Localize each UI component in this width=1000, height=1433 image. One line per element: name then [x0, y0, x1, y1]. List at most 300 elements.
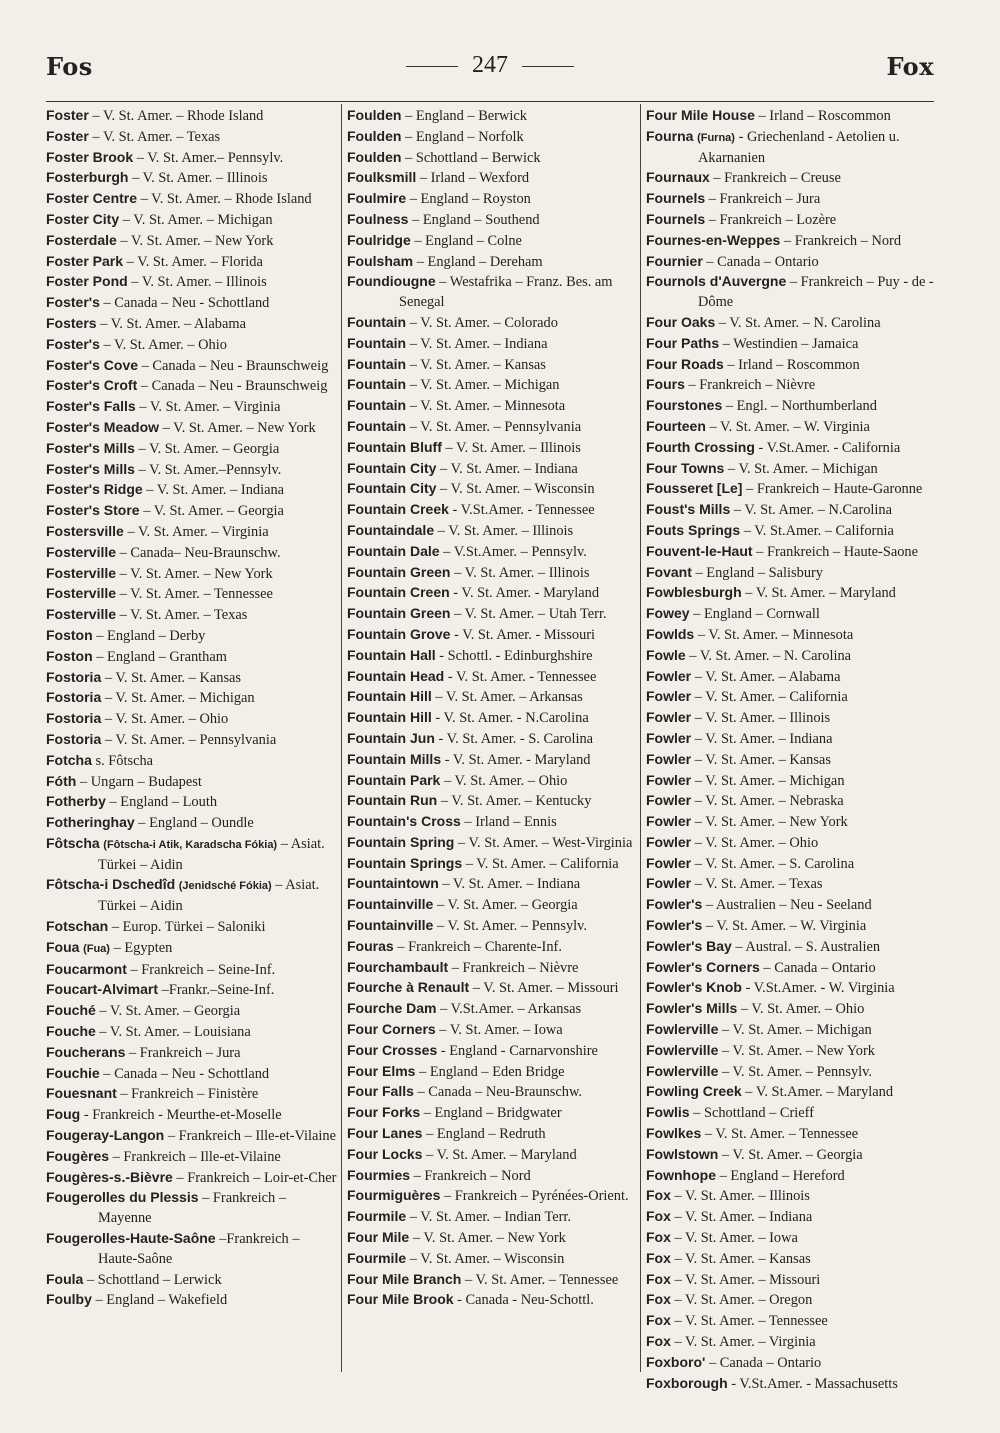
- place-name: Fountain Run: [347, 792, 438, 809]
- location-description: – England – Louth: [109, 794, 218, 811]
- gazetteer-entry: [347, 396, 635, 417]
- gazetteer-entry: [646, 812, 936, 833]
- location-description: - V.St.Amer. - Massachusetts: [731, 1375, 898, 1392]
- location-description: – England – Oundle: [138, 815, 254, 832]
- place-name: Fountain Green: [347, 563, 451, 580]
- place-name: Fowling Creek: [646, 1083, 742, 1100]
- location-description: – Frankreich – Mayenne: [98, 1190, 287, 1227]
- gazetteer-entry: [347, 375, 635, 396]
- gazetteer-entry: [347, 854, 635, 875]
- location-description: – V. St. Amer. – West-Virginia: [457, 834, 633, 851]
- location-description: – V. St. Amer. – Illinois: [674, 1188, 810, 1205]
- place-name: Fountain: [347, 397, 407, 414]
- place-name: Foulden: [347, 107, 402, 123]
- location-description: – Frankreich – Lozère: [708, 211, 837, 228]
- gazetteer-entry: [646, 1124, 936, 1145]
- place-name: Fournes-en-Weppes: [646, 231, 781, 248]
- gazetteer-entry: [46, 917, 336, 938]
- location-description: – Canada – Ontario: [708, 1354, 822, 1371]
- place-name: Fountain Jun: [347, 729, 435, 746]
- location-description: – V. St. Amer. – Indiana: [442, 876, 581, 893]
- gazetteer-entry: [347, 500, 635, 521]
- place-name: Four Crosses: [347, 1041, 438, 1058]
- gazetteer-entry: [646, 1353, 936, 1374]
- gazetteer-entry: [46, 1084, 336, 1105]
- place-name: Fournels: [646, 210, 706, 227]
- place-name: Fowler: [646, 813, 692, 830]
- gazetteer-entry: [347, 168, 635, 189]
- gazetteer-entry: [646, 646, 936, 667]
- location-description: – V. St. Amer. – Tennessee: [464, 1271, 619, 1288]
- place-name: Fowlkes: [646, 1125, 702, 1142]
- place-name: Fourmile: [347, 1249, 407, 1266]
- location-description: – V. St. Amer. – Illinois: [437, 522, 574, 539]
- place-name: Foulsham: [347, 252, 414, 269]
- location-description: – V. St. Amer. – Illinois: [132, 170, 268, 187]
- location-description: - Schottl. - Edinburghshire: [439, 647, 593, 664]
- place-name: Fowler's Mills: [646, 1000, 738, 1017]
- place-name: Fowey: [646, 605, 690, 622]
- gazetteer-entry: [347, 210, 635, 231]
- place-name: Fowlerville: [646, 1041, 719, 1058]
- location-description: – Frankreich – Charente-Inf.: [397, 938, 562, 955]
- place-name: Foster's Ridge: [46, 481, 143, 498]
- gazetteer-entry: [46, 1147, 336, 1168]
- gazetteer-entry: [347, 667, 635, 688]
- location-description: – V. St. Amer. – Virginia: [139, 399, 281, 416]
- gazetteer-entry: [347, 604, 635, 625]
- location-description: - V. St. Amer. - Tennessee: [447, 668, 597, 685]
- location-description: – V. St. Amer. – Ohio: [740, 1001, 865, 1018]
- gazetteer-entry: [347, 1270, 635, 1291]
- gazetteer-entry: [646, 999, 936, 1020]
- place-name: Fowler: [646, 833, 692, 850]
- location-description: – Frankreich – Finistère: [120, 1086, 259, 1103]
- place-name: Fownhope: [646, 1166, 716, 1183]
- gazetteer-entry: [646, 252, 936, 273]
- gazetteer-entry: [347, 313, 635, 334]
- place-name: Foster's Meadow: [46, 418, 160, 435]
- column-divider: [640, 104, 641, 1372]
- running-head-right: Fox: [886, 52, 934, 81]
- location-description: – England – Bridgwater: [423, 1105, 562, 1122]
- gazetteer-entry: [46, 1188, 336, 1229]
- gazetteer-entry: [46, 397, 336, 418]
- gazetteer-entry: [646, 687, 936, 708]
- gazetteer-entry: [347, 272, 635, 313]
- location-description: – V. St. Amer. – W. Virginia: [709, 418, 870, 435]
- gazetteer-entry: [46, 647, 336, 668]
- gazetteer-entry: [347, 1020, 635, 1041]
- location-description: – Frankreich – Creuse: [713, 170, 841, 187]
- place-name: Fountaintown: [347, 875, 439, 892]
- location-description: – Irland – Roscommon: [758, 108, 891, 124]
- gazetteer-entry: [347, 687, 635, 708]
- gazetteer-entry: [46, 335, 336, 356]
- location-description: – V. St. Amer. – Kansas: [104, 669, 242, 686]
- location-description: – V. St. Amer. – Virginia: [127, 523, 269, 540]
- location-description: – England – Cornwall: [693, 606, 820, 623]
- location-description: – V. St. Amer. – Missouri: [674, 1271, 821, 1288]
- gazetteer-entry: [46, 605, 336, 626]
- location-description: – V. St. Amer. – Illinois: [694, 710, 831, 727]
- gazetteer-entry: [646, 313, 936, 334]
- gazetteer-entry: [347, 978, 635, 999]
- gazetteer-entry: [347, 625, 635, 646]
- location-description: – England – Redruth: [426, 1126, 546, 1143]
- location-description: – Austral. – S. Australien: [735, 938, 881, 955]
- place-name: Fourche Dam: [347, 1000, 437, 1017]
- location-description: – V. St. Amer. – Kansas: [694, 751, 831, 768]
- location-description: – V. St. Amer. – Utah Terr.: [454, 606, 607, 623]
- place-name: Fountain Creek: [347, 501, 449, 518]
- place-name: Fosterburgh: [46, 169, 129, 186]
- gazetteer-entry: [646, 583, 936, 604]
- location-description: – V. St. Amer. – Illinois: [454, 564, 590, 581]
- gazetteer-entry: [347, 189, 635, 210]
- entry-column-3: [646, 106, 936, 1394]
- location-description: – V. St. Amer. – Michigan: [727, 460, 878, 477]
- location-description: –Frankreich – Haute-Saône: [98, 1231, 300, 1267]
- location-description: – England – Derby: [96, 627, 206, 644]
- gazetteer-entry: [46, 543, 336, 564]
- location-description: – V. St. Amer. – Texas: [92, 128, 221, 145]
- location-description: - V. St. Amer. - Maryland: [453, 585, 600, 602]
- gazetteer-entry: [46, 1022, 336, 1043]
- location-description: – England – Salisbury: [695, 564, 824, 581]
- place-name: Foulksmill: [347, 169, 417, 186]
- place-name: Fountain: [347, 313, 407, 330]
- place-name: Foster City: [46, 210, 120, 227]
- gazetteer-entry: [347, 1145, 635, 1166]
- place-name: Fourna: [646, 127, 694, 144]
- gazetteer-entry: [347, 916, 635, 937]
- gazetteer-entry: [347, 1082, 635, 1103]
- place-name: Fowlis: [646, 1104, 690, 1121]
- place-name: Fowler's Knob: [646, 979, 742, 996]
- gazetteer-entry: [46, 1229, 336, 1270]
- gazetteer-entry: [646, 958, 936, 979]
- location-description: – V. St. Amer. – Tennessee: [704, 1126, 859, 1143]
- location-description: – V. St. Amer. – Georgia: [436, 897, 578, 914]
- location-description: – V. St. Amer. – New York: [162, 419, 316, 436]
- place-name: Fountainville: [347, 896, 434, 913]
- gazetteer-entry: [46, 1168, 336, 1189]
- place-name: Foula: [46, 1270, 84, 1287]
- place-name: Foucart-Alvimart: [46, 981, 159, 998]
- location-description: – V. St. Amer. – Kansas: [409, 356, 546, 373]
- location-description: – Canada – Ontario: [763, 959, 876, 976]
- location-description: – V. St. Amer. – New York: [694, 814, 848, 831]
- location-description: – V. St.Amer. – Maryland: [745, 1084, 894, 1101]
- location-description: – V.St.Amer. – Pennsylv.: [443, 543, 587, 560]
- place-name: Foster's Mills: [46, 460, 135, 477]
- place-name: Fotcha: [46, 751, 92, 768]
- gazetteer-entry: [646, 1020, 936, 1041]
- place-name: Fox: [646, 1229, 671, 1246]
- alternate-name: (Jenidsché Fókia): [178, 880, 272, 893]
- place-name: Fountain: [347, 334, 407, 351]
- place-name: Fountain Park: [347, 771, 441, 788]
- location-description: – Frankreich – Seine-Inf.: [130, 961, 276, 978]
- place-name: Fountaindale: [347, 521, 435, 538]
- place-name: Foucherans: [46, 1043, 126, 1060]
- location-description: – V. St. Amer. – Colorado: [409, 314, 558, 331]
- place-name: Foulmire: [347, 190, 407, 207]
- place-name: Fountain Creen: [347, 584, 450, 601]
- gazetteer-entry: [347, 708, 635, 729]
- place-name: Fowler: [646, 854, 692, 871]
- gazetteer-entry: [46, 1001, 336, 1022]
- location-description: – V. St. Amer. – Michigan: [694, 772, 845, 789]
- location-description: – V. St.Amer. – California: [743, 522, 894, 539]
- location-description: – Ungarn – Budapest: [79, 773, 202, 790]
- gazetteer-entry: [646, 210, 936, 231]
- place-name: Fourteen: [646, 417, 706, 434]
- place-name: Four Mile House: [646, 107, 755, 123]
- location-description: – Egypten: [113, 939, 173, 956]
- gazetteer-entry: [46, 106, 336, 127]
- place-name: Fountain Bluff: [347, 438, 442, 455]
- location-description: – V. St. Amer. – Maryland: [426, 1146, 577, 1163]
- location-description: – Schottland – Lerwick: [86, 1271, 222, 1288]
- location-description: – V. St. Amer. – Missouri: [472, 980, 619, 997]
- gazetteer-entry: [646, 459, 936, 480]
- location-description: – V. St. Amer. – New York: [721, 1042, 875, 1059]
- place-name: Fours: [646, 376, 685, 393]
- place-name: Fowler's: [646, 896, 703, 913]
- gazetteer-entry: [46, 501, 336, 522]
- location-description: – Frankreich – Haute-Garonne: [746, 481, 923, 498]
- gazetteer-entry: [646, 355, 936, 376]
- place-name: Foulden: [347, 127, 402, 144]
- location-description: – England – Berwick: [405, 108, 527, 124]
- place-name: Fotherby: [46, 793, 106, 810]
- place-name: Fowler: [646, 875, 692, 892]
- gazetteer-entry: [46, 231, 336, 252]
- location-description: – V. St. Amer. – Florida: [126, 253, 263, 270]
- gazetteer-entry: [347, 106, 635, 127]
- place-name: Fosterville: [46, 585, 117, 602]
- place-name: Fouts Springs: [646, 521, 741, 538]
- location-description: – Europ. Türkei – Saloniki: [111, 919, 266, 936]
- location-description: – England – Norfolk: [405, 128, 524, 145]
- place-name: Fountain Head: [347, 667, 445, 684]
- gazetteer-entry: [46, 356, 336, 377]
- location-description: – Canada – Neu - Braunschweig: [140, 378, 328, 395]
- location-description: – V. St. Amer. – Kentucky: [440, 793, 592, 810]
- location-description: – V. St. Amer. – New York: [119, 565, 273, 582]
- place-name: Fowlstown: [646, 1145, 719, 1162]
- location-description: – England – Southend: [412, 211, 540, 228]
- entry-column-1: [46, 106, 336, 1311]
- gazetteer-entry: [347, 729, 635, 750]
- place-name: Foster's Store: [46, 502, 140, 519]
- location-description: - V. St. Amer. - Maryland: [444, 751, 591, 768]
- gazetteer-entry: [646, 1332, 936, 1353]
- location-description: – V. St. Amer. – Indiana: [694, 730, 833, 747]
- place-name: Fox: [646, 1333, 671, 1350]
- gazetteer-entry: [646, 708, 936, 729]
- gazetteer-entry: [646, 750, 936, 771]
- place-name: Foster: [46, 127, 89, 144]
- gazetteer-entry: [46, 376, 336, 397]
- place-name: Fountain Dale: [347, 542, 440, 559]
- place-name: Fotheringhay: [46, 814, 135, 831]
- place-name: Four Elms: [347, 1062, 416, 1079]
- place-name: Fougères: [46, 1147, 110, 1164]
- place-name: Fouchie: [46, 1064, 100, 1081]
- place-name: Foster's Falls: [46, 398, 136, 415]
- gazetteer-entry: [46, 938, 336, 960]
- gazetteer-entry: [347, 1103, 635, 1124]
- gazetteer-entry: [347, 1166, 635, 1187]
- place-name: Fountain: [347, 376, 407, 393]
- place-name: Fóth: [46, 772, 77, 789]
- location-description: – V. St. Amer. – New York: [120, 232, 274, 249]
- place-name: Foster Centre: [46, 190, 138, 207]
- gazetteer-entry: [347, 1207, 635, 1228]
- gazetteer-entry: [347, 334, 635, 355]
- location-description: – V. St. Amer. – Texas: [119, 607, 248, 624]
- location-description: – V. St. Amer. – N.Carolina: [733, 502, 893, 519]
- gazetteer-entry: [646, 1311, 936, 1332]
- location-description: – V. St. Amer. – Georgia: [99, 1003, 241, 1020]
- location-description: – Canada – Neu - Braunschweig: [141, 357, 329, 374]
- gazetteer-entry: [46, 792, 336, 813]
- location-description: – V. St. Amer. – Michigan: [122, 211, 273, 228]
- gazetteer-entry: [46, 1290, 336, 1311]
- gazetteer-entry: [347, 231, 635, 252]
- gazetteer-entry: [646, 375, 936, 396]
- place-name: Fountain Green: [347, 605, 451, 622]
- location-description: – Frankreich – Ille-et-Vilaine: [112, 1148, 281, 1165]
- location-description: – Irland – Ennis: [464, 814, 557, 831]
- gazetteer-entry: [646, 189, 936, 210]
- gazetteer-entry: [347, 812, 635, 833]
- location-description: – Schottland – Crieff: [693, 1105, 815, 1122]
- location-description: – V. St. Amer. – Michigan: [409, 377, 560, 394]
- page-header: [46, 52, 934, 84]
- place-name: Foulridge: [347, 231, 411, 248]
- place-name: Fosterville: [46, 606, 117, 623]
- gazetteer-entry: [347, 791, 635, 812]
- location-description: – V. St. Amer. – Indiana: [674, 1209, 813, 1226]
- place-name: Foulden: [347, 148, 402, 165]
- location-description: - V.St.Amer. - California: [758, 439, 901, 456]
- gazetteer-entry: [46, 418, 336, 439]
- gazetteer-entry: [46, 1105, 336, 1126]
- place-name: Fowler's: [646, 917, 703, 934]
- location-description: – V. St. Amer. – Ohio: [694, 834, 819, 851]
- gazetteer-entry: [646, 1062, 936, 1083]
- location-description: – Irland – Roscommon: [727, 356, 860, 373]
- gazetteer-entry: [347, 355, 635, 376]
- location-description: – Westindien – Jamaica: [722, 335, 859, 352]
- location-description: – England – Wakefield: [95, 1292, 228, 1309]
- location-description: - V. St. Amer. - N.Carolina: [435, 710, 589, 727]
- gazetteer-entry: [347, 1124, 635, 1145]
- gazetteer-entry: [646, 500, 936, 521]
- location-description: – V. St. Amer. – Georgia: [138, 440, 280, 457]
- gazetteer-entry: [646, 521, 936, 542]
- place-name: Fox: [646, 1291, 671, 1308]
- gazetteer-entry: [347, 1290, 635, 1311]
- place-name: Fountainville: [347, 917, 434, 934]
- location-description: – Australien – Neu - Seeland: [705, 897, 872, 914]
- location-description: – V. St. Amer. – N. Carolina: [718, 314, 881, 331]
- location-description: – Frankreich – Jura: [128, 1044, 241, 1061]
- gazetteer-entry: [646, 231, 936, 252]
- gazetteer-entry: [646, 479, 936, 500]
- location-description: – V. St. Amer. – Pennsylv.: [436, 918, 588, 935]
- place-name: Fosterville: [46, 543, 117, 560]
- place-name: Foulness: [347, 210, 409, 227]
- page-number-block: [46, 52, 934, 79]
- location-description: – V. St. Amer. – Wisconsin: [409, 1250, 565, 1267]
- location-description: – V. St. Amer. – Oregon: [674, 1292, 813, 1309]
- location-description: – Frankreich – Nord: [783, 232, 902, 249]
- place-name: Fowlerville: [646, 1062, 719, 1079]
- place-name: Fourmile: [347, 1208, 407, 1225]
- location-description: - Griechenland - Aetolien u. Akarnanien: [698, 128, 900, 166]
- gazetteer-entry: [646, 1207, 936, 1228]
- gazetteer-entry: [46, 772, 336, 793]
- gazetteer-entry: [347, 521, 635, 542]
- gazetteer-entry: [347, 771, 635, 792]
- place-name: Fosterville: [46, 564, 117, 581]
- gazetteer-entry: [646, 542, 936, 563]
- place-name: Fountain Hill: [347, 688, 432, 705]
- gazetteer-entry: [646, 1249, 936, 1270]
- place-name: Four Mile Branch: [347, 1270, 462, 1287]
- place-name: Four Falls: [347, 1083, 414, 1100]
- location-description: – V. St. Amer. – Tennessee: [674, 1313, 828, 1330]
- place-name: Fountain City: [347, 480, 437, 497]
- gazetteer-entry: [46, 584, 336, 605]
- gazetteer-entry: [646, 916, 936, 937]
- location-description: – Frankreich – Loir-et-Cher: [176, 1169, 337, 1186]
- location-description: – V. St. Amer. – Ohio: [103, 336, 227, 353]
- location-description: – V. St. Amer. – N. Carolina: [689, 647, 852, 664]
- location-description: – V. St. Amer. – Wisconsin: [440, 481, 595, 498]
- place-name: Foston: [46, 647, 93, 664]
- gazetteer-entry: [646, 895, 936, 916]
- location-description: – Frankreich – Nièvre: [451, 959, 579, 976]
- place-name: Foulby: [46, 1291, 92, 1308]
- place-name: Four Paths: [646, 334, 720, 351]
- location-description: – V. St. Amer. – Indiana: [409, 335, 548, 352]
- gazetteer-entry: [46, 688, 336, 709]
- location-description: – England – Colne: [414, 232, 522, 249]
- location-description: – Irland – Wexford: [419, 170, 530, 187]
- gazetteer-entry: [646, 106, 936, 127]
- gazetteer-entry: [46, 730, 336, 751]
- page-number: 247: [472, 52, 508, 78]
- gazetteer-entry: [347, 1228, 635, 1249]
- place-name: Fôtscha: [46, 834, 100, 851]
- location-description: – V. St. Amer. – Tennessee: [119, 586, 273, 603]
- place-name: Fouché: [46, 1002, 96, 1019]
- location-description: – V. St. Amer. – Pennsylvania: [409, 418, 582, 435]
- location-description: – England – Eden Bridge: [419, 1063, 565, 1080]
- gazetteer-entry: [46, 960, 336, 981]
- gazetteer-entry: [347, 999, 635, 1020]
- gazetteer-entry: [347, 937, 635, 958]
- gazetteer-entry: [347, 479, 635, 500]
- location-description: – V. St. Amer. – Ohio: [443, 772, 568, 789]
- gazetteer-entry: [646, 1103, 936, 1124]
